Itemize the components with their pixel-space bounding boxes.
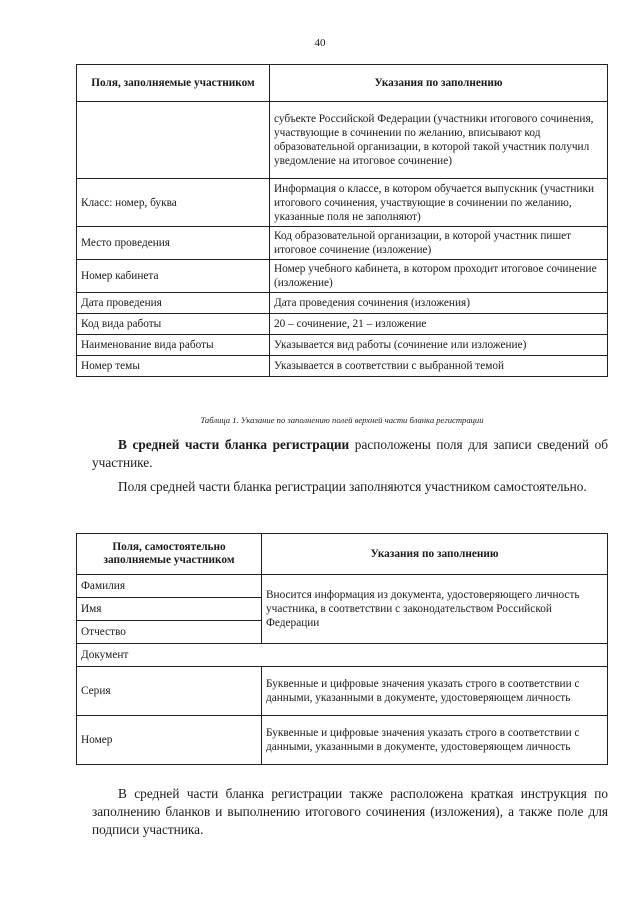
paragraph-instruction [92,785,608,839]
instruction-cell: Код образовательной организации, в которой участник пишет итоговое сочинение (изложение) [270,227,608,260]
table-row [77,667,608,716]
field-cell: Класс: номер, буква [77,179,270,227]
table-row [77,335,608,356]
table-header-row [77,534,608,575]
paragraph-text: Поля средней части бланка регистрации заполняются участником самостоятельно. [118,479,587,494]
field-cell: Номер [77,716,262,765]
instruction-cell: Дата проведения сочинения (изложения) [270,293,608,314]
field-cell: Дата проведения [77,293,270,314]
table-row [77,102,608,179]
table-row [77,644,608,667]
table-row [77,356,608,377]
field-cell: Номер кабинета [77,260,270,293]
field-cell: Серия [77,667,262,716]
field-cell: Документ [77,644,608,667]
instruction-cell: Номер учебного кабинета, в котором проходит итоговое сочинение (изложение) [270,260,608,293]
table-row [77,293,608,314]
field-cell: Наименование вида работы [77,335,270,356]
instruction-cell: 20 – сочинение, 21 – изложение [270,314,608,335]
field-cell: Место проведения [77,227,270,260]
table-row [77,179,608,227]
field-cell [77,102,270,179]
table-top-fields [76,64,608,377]
table-row [77,260,608,293]
table-row [77,716,608,765]
paragraph-text: В средней части бланка регистрации также расположена краткая инструкция по заполнению бланков и выполнению итогового сочинения (изложения), а также поле для подписи участника. [92,786,608,837]
table-row [77,314,608,335]
table-row [77,227,608,260]
field-cell: Имя [77,598,262,621]
table-middle-fields [76,533,608,765]
instruction-cell: Информация о классе, в котором обучается выпускник (участники итогового сочинения, участвующие в сочинении по желанию, указанные поля не заполняют) [270,179,608,227]
field-cell: Отчество [77,621,262,644]
instruction-cell: субъекте Российской Федерации (участники итогового сочинения, участвующие в сочинении по желанию, вписывают код образовательной организации, в которой такой участник получил уведомление на итоговое сочинение) [270,102,608,179]
table-caption: Таблица 1. Указание по заполнению полей верхней части бланка регистрации [200,415,484,425]
column-header: Поля, самостоятельно заполняемые участником [77,534,262,575]
table-row [77,575,608,598]
paragraph-text: расположены поля для записи сведений об участнике. [92,437,608,470]
instruction-cell: Указывается вид работы (сочинение или изложение) [270,335,608,356]
instruction-cell: Указывается в соответствии с выбранной темой [270,356,608,377]
column-header: Поля, заполняемые участником [77,65,270,102]
paragraph-middle-section [92,436,608,472]
paragraph-bold-lead: В средней части бланка регистрации [118,437,350,452]
instruction-cell: Буквенные и цифровые значения указать строго в соответствии с данными, указанными в документе, удостоверяющем личность [262,667,608,716]
instruction-cell: Буквенные и цифровые значения указать строго в соответствии с данными, указанными в документе, удостоверяющем личность [262,716,608,765]
page-number: 40 [314,37,326,49]
field-cell: Фамилия [77,575,262,598]
paragraph-fields-self [92,478,608,496]
instruction-cell: Вносится информация из документа, удостоверяющего личность участника, в соответствии с законодательством Российской Федерации [262,575,608,644]
column-header: Указания по заполнению [270,65,608,102]
field-cell: Код вида работы [77,314,270,335]
table-header-row [77,65,608,102]
column-header: Указания по заполнению [262,534,608,575]
field-cell: Номер темы [77,356,270,377]
